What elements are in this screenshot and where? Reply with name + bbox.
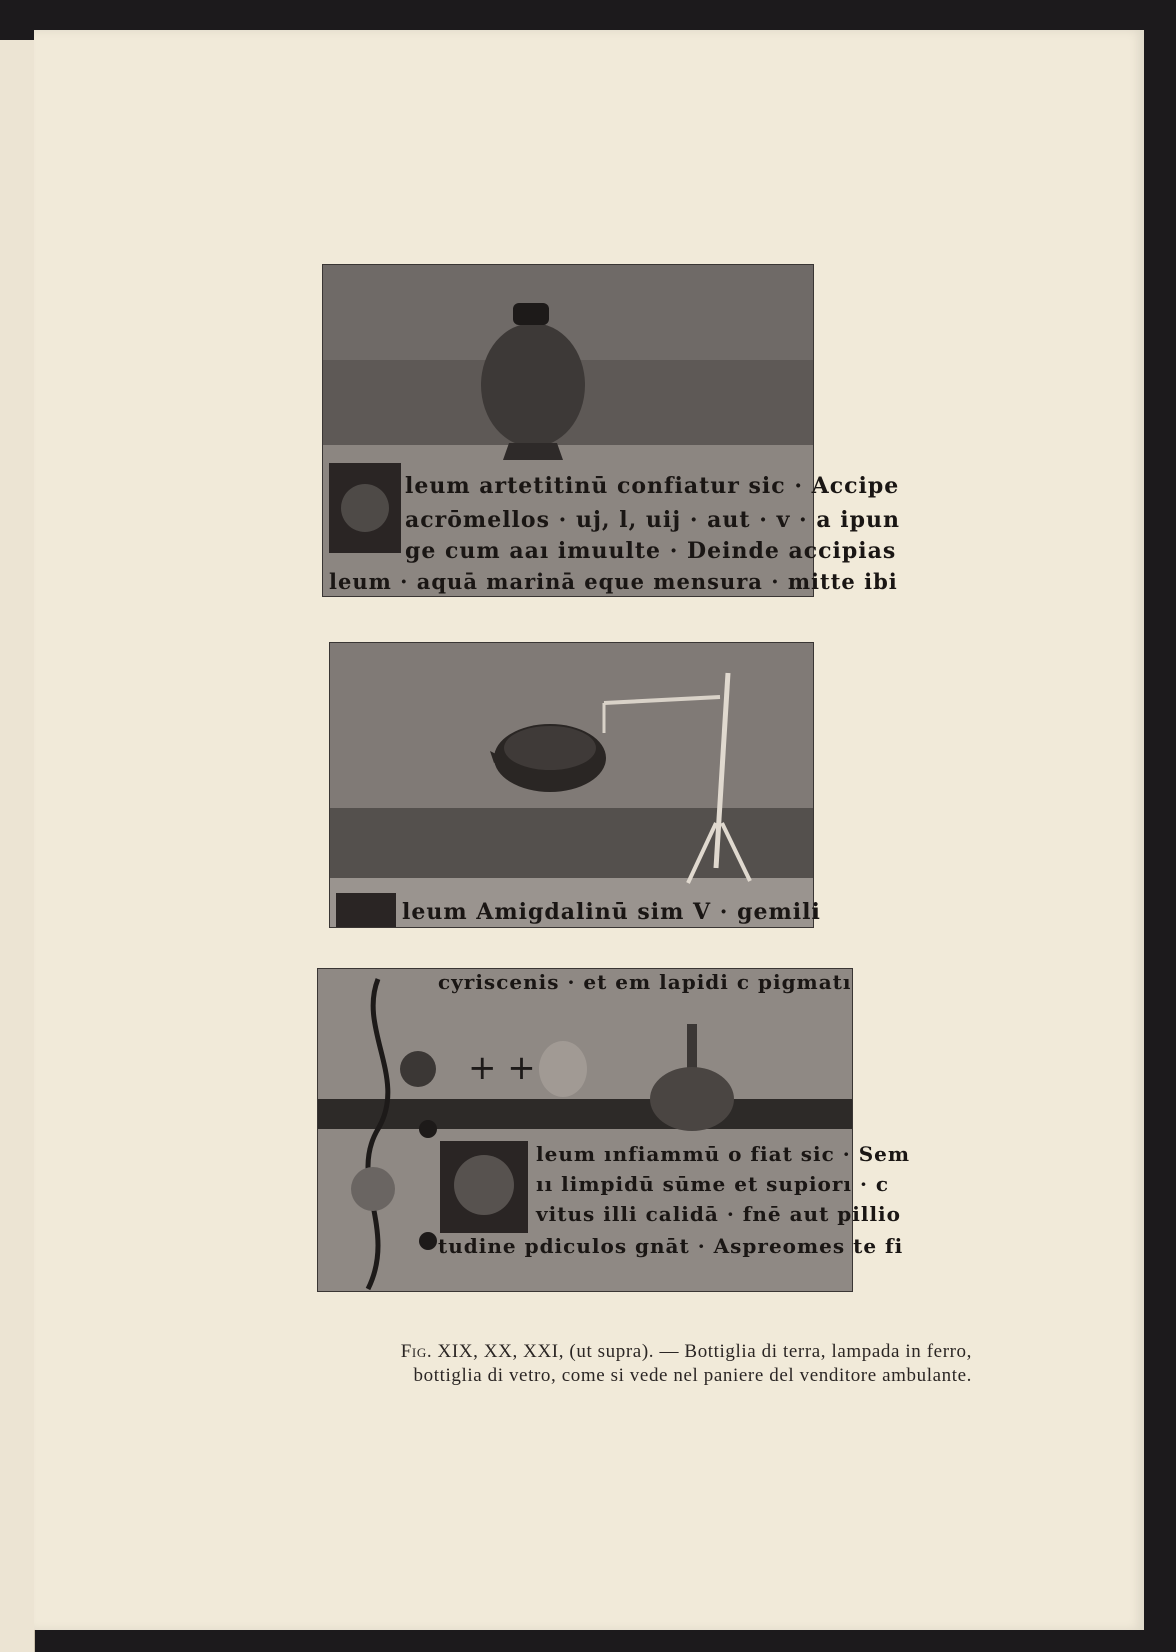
plate-3-illustration <box>318 969 911 1291</box>
cross-marks-glyph: + + <box>468 1048 536 1088</box>
bottle-foot <box>503 443 563 460</box>
plate2-line-1: leum Amigdalinū sim V · gemili <box>402 899 821 925</box>
plate3-line-2: leum ınfiammū o fiat sic · Sem <box>536 1142 911 1166</box>
faded-stain <box>539 1041 587 1097</box>
caption-fig-label: Fig. <box>400 1341 433 1362</box>
plate3-line-1: cyriscenis · et em lapidi c pigmatı <box>438 970 852 994</box>
glass-bottle-body <box>650 1067 734 1131</box>
plate1-line-1: leum artetitinū confiatur sic · Accipe <box>405 473 900 499</box>
plate-1-illustration <box>323 265 900 596</box>
page-left-edge <box>0 40 35 1652</box>
plate3-line-3: ıı limpidū sūme et supiorı · c <box>536 1172 890 1196</box>
bottle-body <box>481 323 585 447</box>
border-flower-1 <box>400 1051 436 1087</box>
caption-line-1 <box>252 1340 972 1364</box>
plate3-line-5: tudine pdiculos gnāt · Aspreomes te fi <box>438 1234 904 1258</box>
lamp-bowl-inner <box>504 726 596 770</box>
plate1-line-2: acrōmellos · uj, l, uij · aut · v · a ipun <box>405 507 900 533</box>
figure-xix-earthenware-bottle <box>322 264 900 597</box>
initial-o-ornament <box>341 484 389 532</box>
plate1-line-4: leum · aquā marinā eque mensura · mitte ibi <box>329 569 898 594</box>
border-bud-1 <box>419 1120 437 1138</box>
initial-o-fragment <box>336 893 396 927</box>
caption-line-1-text: XIX, XX, XXI, (ut supra). — Bottiglia di terra, lampada in ferro, <box>437 1341 972 1362</box>
plate-2-illustration <box>330 643 821 927</box>
book-page <box>34 30 1144 1630</box>
plate3-line-4: vitus illi calidā · fnē aut pillio <box>536 1202 901 1226</box>
border-flower-2 <box>351 1167 395 1211</box>
figure-xx-iron-lamp <box>329 642 821 928</box>
border-bud-2 <box>419 1232 437 1250</box>
initial-o-ornament-3 <box>454 1155 514 1215</box>
figure-caption <box>252 1340 972 1388</box>
caption-line-2: bottiglia di vetro, come si vede nel paniere del venditore ambulante. <box>413 1365 972 1386</box>
figure-xxi-glass-bottle <box>317 968 911 1292</box>
plate1-line-3: ge cum aaı imuulte · Deinde accipias <box>405 538 897 564</box>
bottle-neck <box>513 303 549 325</box>
